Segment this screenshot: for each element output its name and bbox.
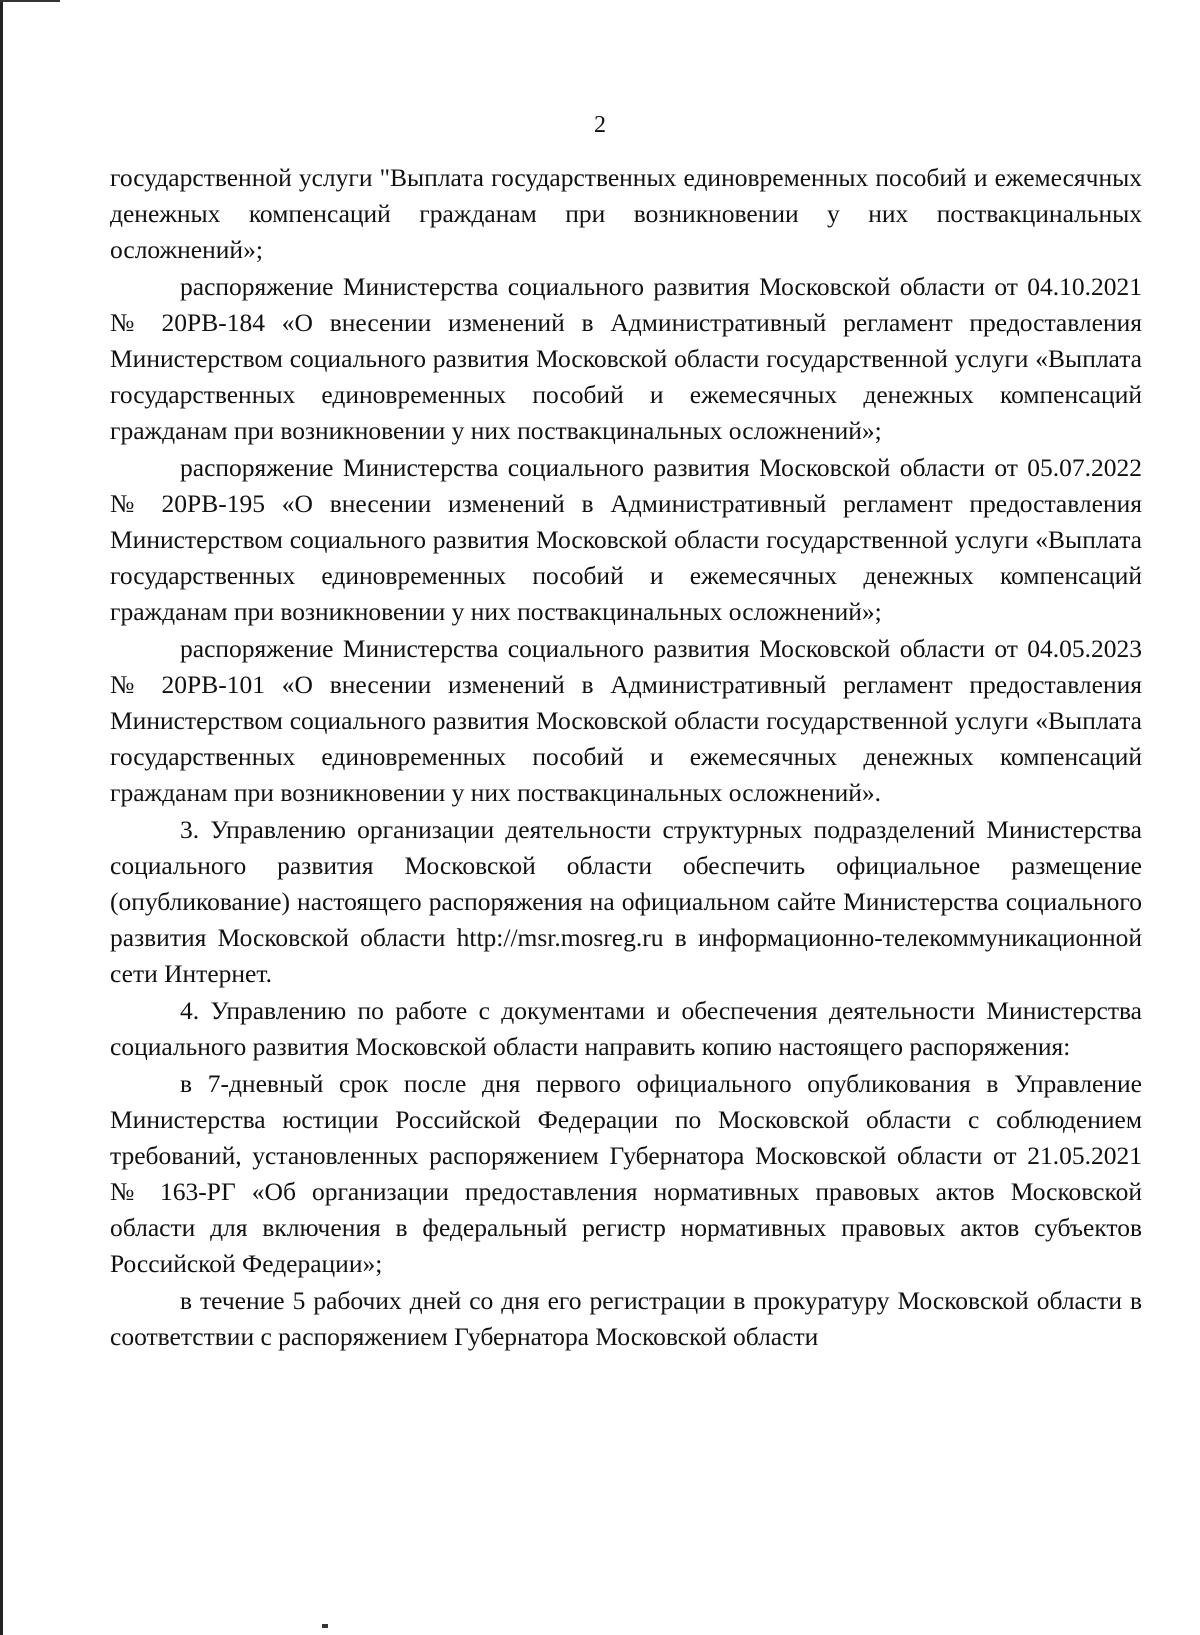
paragraph-continuation: государственной услуги "Выплата государственных единовременных пособий и ежемесячных денежных компенсаций гражданам при возникновении у них поствакцинальных осложнений»; bbox=[110, 163, 1142, 264]
paragraph-item-3: 3. Управлению организации деятельности структурных подразделений Министерства социального развития Московской области обеспечить официальное размещение (опубликование) настоящего распоряжения на официальном сайте Министерства социального развития Московской области http://msr.mosreg.ru в информационно-телекоммуникационной сети Интернет. bbox=[110, 815, 1142, 988]
paragraph-order-2021: распоряжение Министерства социального развития Московской области от 04.10.2021 № 20РВ-184 «О внесении изменений в Административный регламент предоставления Министерством социального развития Московской области государственной услуги «Выплата государственных единовременных пособий и ежемесячных денежных компенсаций гражданам при возникновении у них поствакцинальных осложнений»; bbox=[110, 272, 1142, 445]
scan-speck bbox=[322, 1624, 328, 1628]
paragraph-order-2022: распоряжение Министерства социального развития Московской области от 05.07.2022 № 20РВ-195 «О внесении изменений в Административный регламент предоставления Министерством социального развития Московской области государственной услуги «Выплата государственных единовременных пособий и ежемесячных денежных компенсаций гражданам при возникновении у них поствакцинальных осложнений»; bbox=[110, 453, 1142, 626]
scan-border-left bbox=[0, 0, 3, 1635]
paragraph-item-4: 4. Управлению по работе с документами и обеспечения деятельности Министерства социального развития Московской области направить копию настоящего распоряжения: bbox=[110, 996, 1142, 1061]
scan-border-top bbox=[0, 0, 60, 2]
paragraph-item-4-subitem-1: в 7-дневный срок после дня первого официального опубликования в Управление Министерства юстиции Российской Федерации по Московской области с соблюдением требований, установленных распоряжением Губернатора Московской области от 21.05.2021 № 163-РГ «Об организации предоставления нормативных правовых актов Московской области для включения в федеральный регистр нормативных правовых актов субъектов Российской Федерации»; bbox=[110, 1069, 1142, 1278]
page-number: 2 bbox=[594, 112, 606, 138]
paragraph-item-4-subitem-2: в течение 5 рабочих дней со дня его регистрации в прокуратуру Московской области в соответствии с распоряжением Губернатора Московской области bbox=[110, 1286, 1142, 1351]
document-body bbox=[110, 160, 1142, 1355]
paragraph-order-2023: распоряжение Министерства социального развития Московской области от 04.05.2023 № 20РВ-101 «О внесении изменений в Административный регламент предоставления Министерством социального развития Московской области государственной услуги «Выплата государственных единовременных пособий и ежемесячных денежных компенсаций гражданам при возникновении у них поствакцинальных осложнений». bbox=[110, 634, 1142, 807]
